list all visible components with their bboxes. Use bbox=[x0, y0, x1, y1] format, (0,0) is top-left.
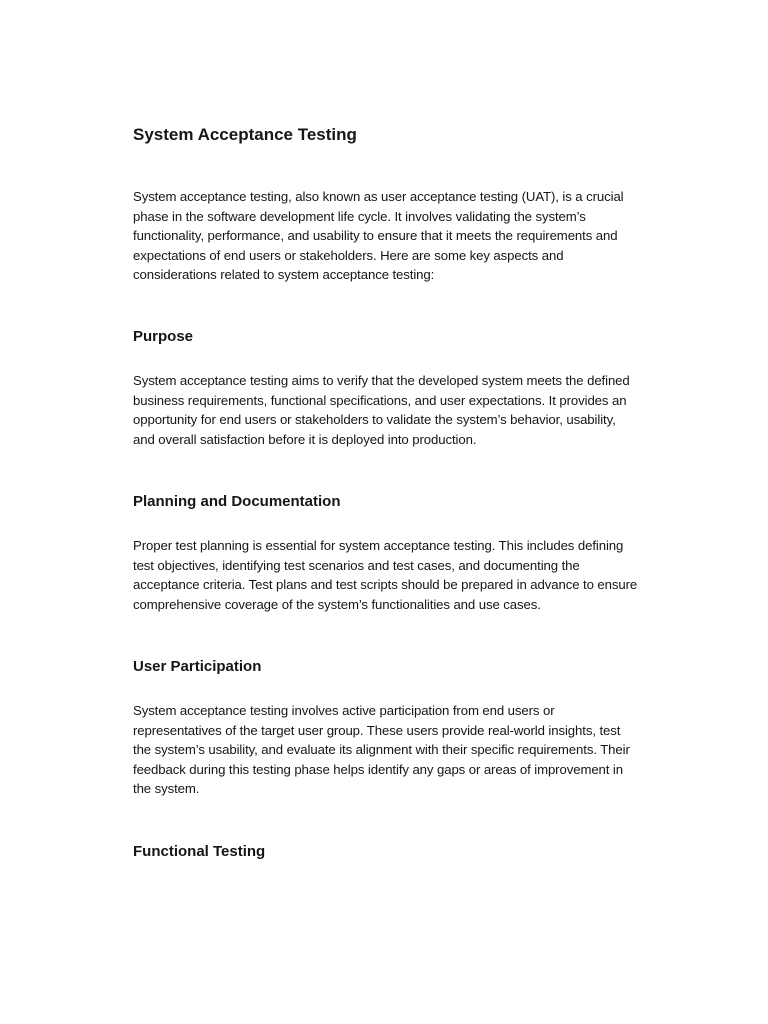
section-body-purpose: System acceptance testing aims to verify that the developed system meets the defined business requirements, functional specifications, and user expectations. It provides an opportunity for end users or stakeholders to validate the system’s behavior, usability, and overall satisfaction before it is deployed into production. bbox=[133, 373, 630, 447]
section-body-planning: Proper test planning is essential for system acceptance testing. This includes defining test objectives, identifying test scenarios and test cases, and documenting the acceptance criteria. Test plans and test scripts should be prepared in advance to ensure comprehensive coverage of the system’s functionalities and use cases. bbox=[133, 538, 638, 612]
section-heading-functional-testing: Functional Testing bbox=[133, 843, 266, 860]
section-body-user-participation: System acceptance testing involves active participation from end users or representatives of the target user group. These users provide real-world insights, test the system’s usability, and evaluate its alignment with their specific requirements. Their feedback during this testing phase helps identify any gaps or areas of improvement in the system. bbox=[133, 703, 630, 796]
section-heading-purpose: Purpose bbox=[133, 328, 194, 345]
intro-paragraph: System acceptance testing, also known as user acceptance testing (UAT), is a crucial phase in the software development life cycle. It involves validating the system’s functionality, performance, and usability to ensure that it meets the requirements and expectations of end users or stakeholders. Here are some key aspects and considerations related to system acceptance testing: bbox=[133, 189, 624, 282]
section-heading-planning: Planning and Documentation bbox=[133, 493, 341, 510]
section-heading-user-participation: User Participation bbox=[133, 658, 262, 675]
document-title: System Acceptance Testing bbox=[133, 125, 357, 144]
